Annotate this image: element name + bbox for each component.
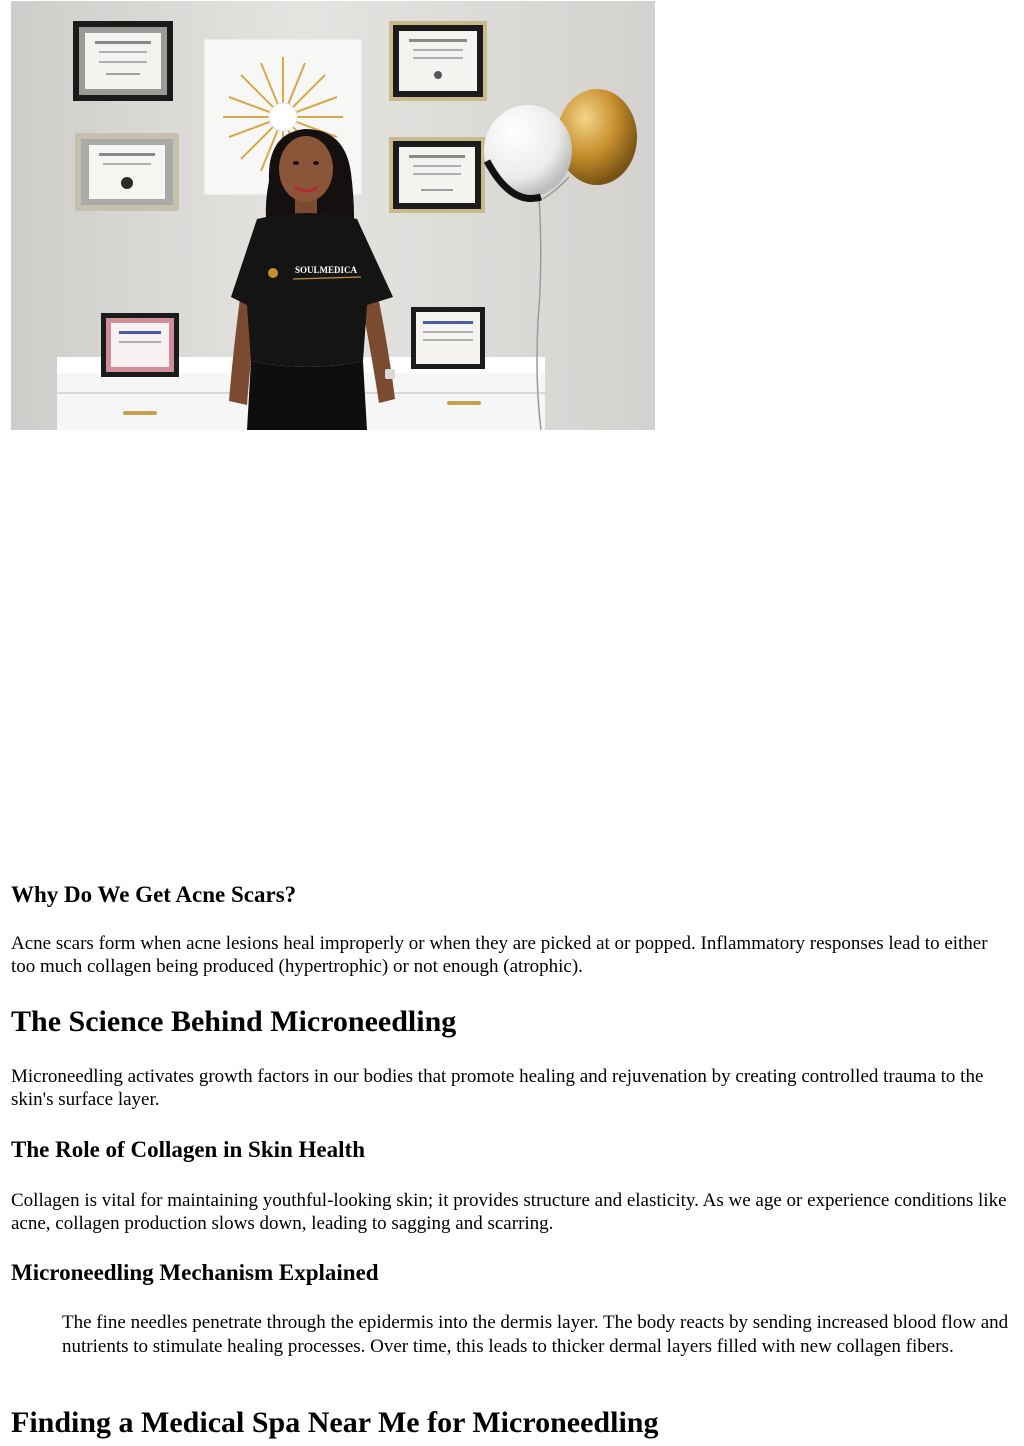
hero-photo [11,1,655,430]
certificate-frame-top-left [73,21,173,101]
small-certificate-right [411,307,485,369]
small-certificate-left [101,313,179,377]
quote-mechanism: The fine needles penetrate through the epidermis into the dermis layer. The body reacts by sending increased blood flow and nutrients to stimulate healing processes. Over time, this leads to thicker dermal layers filled with new collagen fibers. [62,1312,1009,1357]
paragraph-collagen: Collagen is vital for maintaining youthful-looking skin; it provides structure and elasticity. As we age or experience conditions like acne, collagen production slows down, leading to sagging and scarring. [11,1190,1007,1234]
heading-science: The Science Behind Microneedling [11,1005,457,1038]
paragraph-acne-scars: Acne scars form when acne lesions heal improperly or when they are picked at or popped. Inflammatory responses lead to either too much collagen being produced (hypertrophic) or not enough (atrophic). [11,933,988,977]
paragraph-science: Microneedling activates growth factors in our bodies that promote healing and rejuvenation by creating controlled trauma to the skin's surface layer. [11,1066,984,1110]
heading-collagen: The Role of Collagen in Skin Health [11,1137,365,1162]
certificate-frame-mid-left [75,133,179,211]
heading-medical-spa: Finding a Medical Spa Near Me for Microneedling [11,1406,659,1439]
certificate-frame-mid-right [389,137,485,213]
certificate-frame-top-right [389,21,487,101]
heading-acne-scars: Why Do We Get Acne Scars? [11,882,297,907]
shirt-logo-text: SOULMEDICA [295,265,358,275]
heading-mechanism: Microneedling Mechanism Explained [11,1260,379,1285]
